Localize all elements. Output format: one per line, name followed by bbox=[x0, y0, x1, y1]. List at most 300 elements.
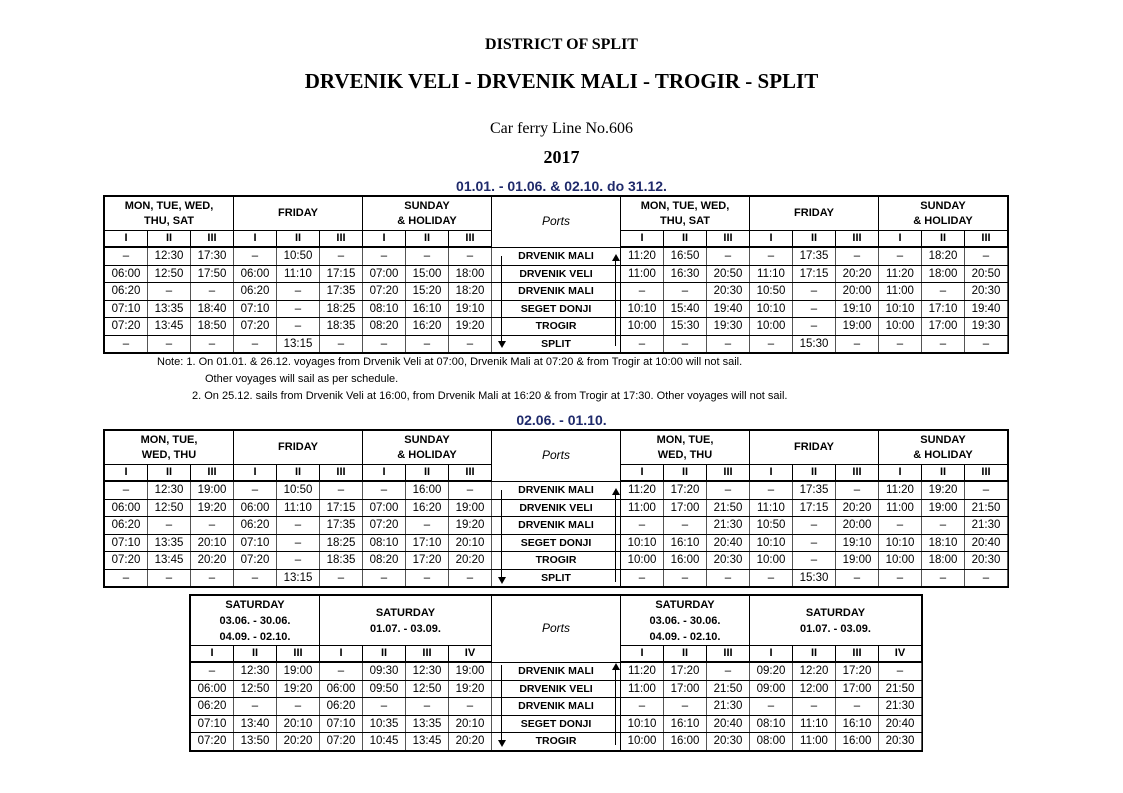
departure-time: 06:00 bbox=[320, 680, 363, 698]
departure-time: 20:10 bbox=[277, 715, 320, 733]
return-departure-time: 17:00 bbox=[922, 318, 965, 336]
return-departure-time: 10:10 bbox=[750, 300, 793, 318]
day-group-line-2: & HOLIDAY bbox=[913, 214, 973, 227]
port-name: SPLIT bbox=[492, 569, 621, 587]
return-departure-time: 11:00 bbox=[621, 265, 664, 283]
departure-time: 17:20 bbox=[406, 552, 449, 570]
port-name: DRVENIK MALI bbox=[492, 698, 621, 716]
day-group-line-1: SUNDAY bbox=[404, 199, 450, 212]
departure-time: – bbox=[105, 569, 148, 587]
return-departure-time: 17:20 bbox=[664, 662, 707, 680]
return-departure-time: 11:00 bbox=[879, 499, 922, 517]
return-departure-time: 20:50 bbox=[707, 265, 750, 283]
day-group-header bbox=[621, 431, 750, 465]
trip-number: II bbox=[277, 231, 320, 248]
trip-number: IV bbox=[449, 646, 492, 663]
departure-time: 20:20 bbox=[449, 552, 492, 570]
return-departure-time: – bbox=[965, 247, 1008, 265]
return-departure-time: – bbox=[793, 698, 836, 716]
departure-time: 17:35 bbox=[320, 283, 363, 301]
table1-table bbox=[104, 196, 1008, 353]
departure-time: 19:20 bbox=[449, 517, 492, 535]
return-departure-time: 19:10 bbox=[836, 300, 879, 318]
return-departure-time: – bbox=[879, 517, 922, 535]
saturday-header-line: SATURDAY bbox=[805, 606, 866, 619]
return-departure-time: 21:30 bbox=[707, 698, 750, 716]
trip-number: I bbox=[363, 231, 406, 248]
departure-time: 17:50 bbox=[191, 265, 234, 283]
return-departure-time: 10:10 bbox=[879, 534, 922, 552]
return-departure-time: 11:20 bbox=[621, 662, 664, 680]
departure-time: 07:20 bbox=[363, 283, 406, 301]
return-departure-time: 18:00 bbox=[922, 265, 965, 283]
saturday-header-line: 01.07. - 03.09. bbox=[370, 622, 441, 635]
departure-time: 06:00 bbox=[105, 499, 148, 517]
departure-time: – bbox=[406, 335, 449, 353]
ports-header: Ports bbox=[492, 197, 621, 248]
return-departure-time: 11:10 bbox=[793, 715, 836, 733]
departure-time: 13:45 bbox=[148, 552, 191, 570]
departure-time: – bbox=[320, 247, 363, 265]
day-group-line-2: & HOLIDAY bbox=[397, 448, 457, 461]
trip-number: III bbox=[836, 646, 879, 663]
table2-table bbox=[104, 430, 1008, 587]
schedule-row bbox=[191, 733, 922, 751]
departure-time: 16:00 bbox=[406, 481, 449, 499]
departure-time: 08:20 bbox=[363, 552, 406, 570]
return-departure-time: – bbox=[621, 517, 664, 535]
return-departure-time: 16:10 bbox=[836, 715, 879, 733]
return-departure-time: 08:10 bbox=[750, 715, 793, 733]
saturday-july-aug-header bbox=[750, 596, 922, 646]
port-name: SEGET DONJI bbox=[492, 715, 621, 733]
return-departure-time: – bbox=[879, 662, 922, 680]
return-departure-time: 10:00 bbox=[621, 733, 664, 751]
return-departure-time: – bbox=[750, 698, 793, 716]
return-departure-time: 11:00 bbox=[793, 733, 836, 751]
departure-time: – bbox=[406, 247, 449, 265]
trip-number: II bbox=[148, 231, 191, 248]
return-departure-time: 11:20 bbox=[879, 481, 922, 499]
return-departure-time: 11:00 bbox=[879, 283, 922, 301]
departure-time: 20:10 bbox=[191, 534, 234, 552]
day-group-header bbox=[234, 431, 363, 465]
saturday-header-line: SATURDAY bbox=[375, 606, 436, 619]
return-departure-time: 12:00 bbox=[793, 680, 836, 698]
day-group-line-1: MON, TUE, bbox=[656, 433, 714, 446]
return-departure-time: – bbox=[922, 517, 965, 535]
departure-time: 18:00 bbox=[449, 265, 492, 283]
notes bbox=[157, 354, 787, 405]
departure-time: 07:10 bbox=[105, 300, 148, 318]
trip-number: I bbox=[320, 646, 363, 663]
day-group-line-1: FRIDAY bbox=[794, 207, 834, 219]
departure-time: 12:30 bbox=[234, 662, 277, 680]
day-group-line-1: FRIDAY bbox=[794, 441, 834, 453]
return-departure-time: 10:10 bbox=[621, 534, 664, 552]
schedule-row bbox=[105, 534, 1008, 552]
return-departure-time: – bbox=[750, 247, 793, 265]
return-departure-time: 20:00 bbox=[836, 517, 879, 535]
departure-time: 20:10 bbox=[449, 534, 492, 552]
return-departure-time: – bbox=[707, 335, 750, 353]
return-departure-time: – bbox=[793, 517, 836, 535]
schedule-row bbox=[105, 265, 1008, 283]
day-group-line-1: MON, TUE, WED, bbox=[124, 199, 214, 212]
departure-time: 07:20 bbox=[363, 517, 406, 535]
return-departure-time: – bbox=[793, 534, 836, 552]
return-departure-time: 16:00 bbox=[664, 552, 707, 570]
departure-time: 20:20 bbox=[277, 733, 320, 751]
day-group-line-2: THU, SAT bbox=[144, 214, 194, 227]
return-departure-time: 17:15 bbox=[793, 265, 836, 283]
note-label: Note: bbox=[157, 356, 184, 368]
departure-time: 07:00 bbox=[363, 265, 406, 283]
trip-number: III bbox=[277, 646, 320, 663]
departure-time: – bbox=[449, 569, 492, 587]
departure-time: 13:45 bbox=[406, 733, 449, 751]
return-departure-time: – bbox=[965, 569, 1008, 587]
return-departure-time: 21:50 bbox=[707, 499, 750, 517]
day-group-header bbox=[105, 431, 234, 465]
return-departure-time: 21:30 bbox=[879, 698, 922, 716]
direction-down-arrow-icon bbox=[501, 665, 502, 745]
return-departure-time: – bbox=[664, 517, 707, 535]
trip-number: IV bbox=[879, 646, 922, 663]
departure-time: 08:10 bbox=[363, 534, 406, 552]
departure-time: 15:00 bbox=[406, 265, 449, 283]
day-group-header bbox=[750, 197, 879, 231]
trip-number: III bbox=[707, 465, 750, 482]
departure-time: 12:50 bbox=[148, 265, 191, 283]
departure-time: 13:50 bbox=[234, 733, 277, 751]
return-departure-time: 17:10 bbox=[922, 300, 965, 318]
year-heading: 2017 bbox=[543, 147, 580, 167]
trip-number: III bbox=[320, 231, 363, 248]
return-departure-time: 10:10 bbox=[750, 534, 793, 552]
return-departure-time: 21:50 bbox=[965, 499, 1008, 517]
departure-time: – bbox=[234, 481, 277, 499]
trip-number: I bbox=[105, 231, 148, 248]
departure-time: – bbox=[105, 247, 148, 265]
return-departure-time: 20:30 bbox=[707, 283, 750, 301]
trip-number: III bbox=[965, 231, 1008, 248]
departure-time: 07:20 bbox=[105, 552, 148, 570]
departure-time: 19:20 bbox=[191, 499, 234, 517]
departure-time: – bbox=[320, 335, 363, 353]
return-departure-time: 11:00 bbox=[621, 680, 664, 698]
departure-time: 16:20 bbox=[406, 318, 449, 336]
departure-time: 08:10 bbox=[363, 300, 406, 318]
departure-time: 10:50 bbox=[277, 481, 320, 499]
schedule-row bbox=[105, 569, 1008, 587]
return-departure-time: 15:30 bbox=[793, 569, 836, 587]
saturday-june-sept-header bbox=[191, 596, 320, 646]
return-departure-time: 17:00 bbox=[664, 680, 707, 698]
trip-number: II bbox=[664, 231, 707, 248]
departure-time: 13:15 bbox=[277, 335, 320, 353]
return-departure-time: 09:20 bbox=[750, 662, 793, 680]
departure-time: – bbox=[277, 283, 320, 301]
departure-time: 18:35 bbox=[320, 552, 363, 570]
departure-time: – bbox=[277, 517, 320, 535]
departure-time: – bbox=[148, 569, 191, 587]
departure-time: 19:00 bbox=[191, 481, 234, 499]
saturday-header-line: 04.09. - 02.10. bbox=[649, 630, 721, 643]
trip-number: II bbox=[406, 465, 449, 482]
trip-number: I bbox=[234, 465, 277, 482]
port-name: DRVENIK MALI bbox=[492, 481, 621, 499]
trip-number: II bbox=[363, 646, 406, 663]
return-departure-time: – bbox=[621, 698, 664, 716]
return-departure-time: 10:10 bbox=[621, 300, 664, 318]
note-2: 2. On 25.12. sails from Drvenik Veli at 16:00, from Drvenik Mali at 16:20 & from Trogir at 17:30. Other voyages will not sail. bbox=[192, 390, 788, 402]
return-departure-time: – bbox=[664, 335, 707, 353]
route-title: DRVENIK VELI - DRVENIK MALI - TROGIR - SPLIT bbox=[304, 69, 819, 93]
trip-number: III bbox=[707, 646, 750, 663]
port-name: DRVENIK VELI bbox=[492, 499, 621, 517]
trip-number: III bbox=[191, 231, 234, 248]
return-departure-time: 20:40 bbox=[965, 534, 1008, 552]
departure-time: 08:20 bbox=[363, 318, 406, 336]
return-departure-time: – bbox=[750, 569, 793, 587]
trip-number: I bbox=[621, 231, 664, 248]
departure-time: 17:30 bbox=[191, 247, 234, 265]
departure-time: 07:20 bbox=[105, 318, 148, 336]
departure-time: 19:20 bbox=[449, 318, 492, 336]
day-group-header bbox=[363, 197, 492, 231]
note-1-text: 1. On 01.01. & 26.12. voyages from Drvenik Veli at 07:00, Drvenik Mali at 07:20 & from Trogir at 10:00 will not sail. bbox=[186, 356, 743, 368]
departure-time: – bbox=[320, 662, 363, 680]
day-group-line-1: FRIDAY bbox=[278, 207, 318, 219]
trip-number: III bbox=[836, 465, 879, 482]
port-name: TROGIR bbox=[492, 733, 621, 751]
departure-time: 06:00 bbox=[105, 265, 148, 283]
return-departure-time: – bbox=[621, 335, 664, 353]
departure-time: 17:15 bbox=[320, 265, 363, 283]
return-departure-time: 09:00 bbox=[750, 680, 793, 698]
return-departure-time: 21:50 bbox=[879, 680, 922, 698]
departure-time: – bbox=[449, 481, 492, 499]
departure-time: 20:10 bbox=[449, 715, 492, 733]
departure-time: 16:10 bbox=[406, 300, 449, 318]
departure-time: 12:50 bbox=[148, 499, 191, 517]
return-departure-time: – bbox=[750, 335, 793, 353]
direction-up-arrow-icon bbox=[615, 490, 616, 582]
departure-time: 18:40 bbox=[191, 300, 234, 318]
departure-time: – bbox=[105, 481, 148, 499]
departure-time: – bbox=[191, 569, 234, 587]
return-departure-time: 21:30 bbox=[707, 517, 750, 535]
departure-time: – bbox=[363, 247, 406, 265]
departure-time: – bbox=[277, 318, 320, 336]
saturday-table bbox=[190, 595, 922, 751]
departure-time: 06:20 bbox=[234, 517, 277, 535]
return-departure-time: 17:00 bbox=[836, 680, 879, 698]
return-departure-time: – bbox=[707, 481, 750, 499]
return-departure-time: 17:35 bbox=[793, 481, 836, 499]
return-departure-time: 20:20 bbox=[836, 499, 879, 517]
line-number: Car ferry Line No.606 bbox=[489, 120, 634, 137]
return-departure-time: – bbox=[965, 335, 1008, 353]
return-departure-time: 19:40 bbox=[707, 300, 750, 318]
return-departure-time: – bbox=[879, 247, 922, 265]
return-departure-time: 16:10 bbox=[664, 715, 707, 733]
departure-time: – bbox=[191, 517, 234, 535]
schedule-row bbox=[105, 335, 1008, 353]
trip-number: I bbox=[750, 231, 793, 248]
return-departure-time: 19:00 bbox=[836, 552, 879, 570]
return-departure-time: – bbox=[707, 247, 750, 265]
return-departure-time: 20:00 bbox=[836, 283, 879, 301]
departure-time: 18:25 bbox=[320, 534, 363, 552]
departure-time: 10:35 bbox=[363, 715, 406, 733]
return-departure-time: – bbox=[879, 335, 922, 353]
trip-number: II bbox=[664, 465, 707, 482]
return-departure-time: 19:30 bbox=[707, 318, 750, 336]
trip-number: I bbox=[234, 231, 277, 248]
trip-number: I bbox=[105, 465, 148, 482]
departure-time: 15:20 bbox=[406, 283, 449, 301]
return-departure-time: – bbox=[664, 698, 707, 716]
return-departure-time: 10:00 bbox=[621, 318, 664, 336]
day-group-header bbox=[879, 431, 1008, 465]
departure-time: 06:20 bbox=[234, 283, 277, 301]
return-departure-time: 17:20 bbox=[836, 662, 879, 680]
trip-number: II bbox=[922, 231, 965, 248]
schedule-row bbox=[105, 283, 1008, 301]
trip-number: III bbox=[965, 465, 1008, 482]
return-departure-time: – bbox=[922, 569, 965, 587]
port-name: TROGIR bbox=[492, 552, 621, 570]
return-departure-time: – bbox=[922, 283, 965, 301]
return-departure-time: 20:30 bbox=[707, 552, 750, 570]
departure-time: – bbox=[406, 517, 449, 535]
departure-time: 19:00 bbox=[277, 662, 320, 680]
return-departure-time: 11:20 bbox=[621, 481, 664, 499]
schedule-row bbox=[105, 318, 1008, 336]
return-departure-time: 17:00 bbox=[664, 499, 707, 517]
departure-time: 11:10 bbox=[277, 499, 320, 517]
departure-time: 07:10 bbox=[320, 715, 363, 733]
departure-time: – bbox=[234, 569, 277, 587]
return-departure-time: – bbox=[621, 569, 664, 587]
departure-time: 18:35 bbox=[320, 318, 363, 336]
return-departure-time: 19:40 bbox=[965, 300, 1008, 318]
return-departure-time: 10:50 bbox=[750, 517, 793, 535]
schedule-row bbox=[105, 300, 1008, 318]
departure-time: 07:00 bbox=[363, 499, 406, 517]
schedule-row bbox=[105, 552, 1008, 570]
trip-number: I bbox=[621, 465, 664, 482]
trip-number: I bbox=[879, 231, 922, 248]
departure-time: 19:00 bbox=[449, 499, 492, 517]
departure-time: – bbox=[363, 569, 406, 587]
day-group-line-1: FRIDAY bbox=[278, 441, 318, 453]
return-departure-time: 20:30 bbox=[965, 283, 1008, 301]
saturday-header-line: SATURDAY bbox=[225, 598, 285, 611]
return-departure-time: 10:10 bbox=[621, 715, 664, 733]
schedule-row bbox=[191, 715, 922, 733]
day-group-header bbox=[363, 431, 492, 465]
departure-time: 07:20 bbox=[234, 318, 277, 336]
return-departure-time: 21:50 bbox=[707, 680, 750, 698]
departure-time: – bbox=[320, 569, 363, 587]
return-departure-time: 11:20 bbox=[879, 265, 922, 283]
departure-time: 06:20 bbox=[105, 283, 148, 301]
return-departure-time: 15:30 bbox=[664, 318, 707, 336]
departure-time: 13:15 bbox=[277, 569, 320, 587]
departure-time: 10:50 bbox=[277, 247, 320, 265]
departure-time: 18:20 bbox=[449, 283, 492, 301]
return-departure-time: 16:50 bbox=[664, 247, 707, 265]
departure-time: – bbox=[449, 335, 492, 353]
saturday-header-line: 04.09. - 02.10. bbox=[219, 630, 291, 643]
period-heading-2: 02.06. - 01.10. bbox=[516, 412, 607, 428]
return-departure-time: – bbox=[922, 335, 965, 353]
port-name: DRVENIK MALI bbox=[492, 283, 621, 301]
departure-time: 18:50 bbox=[191, 318, 234, 336]
group-header-row bbox=[105, 431, 1008, 465]
departure-time: 07:20 bbox=[191, 733, 234, 751]
day-group-line-2: & HOLIDAY bbox=[913, 448, 973, 461]
return-departure-time: – bbox=[793, 318, 836, 336]
trip-number: II bbox=[148, 465, 191, 482]
departure-time: – bbox=[406, 569, 449, 587]
departure-time: – bbox=[363, 335, 406, 353]
return-departure-time: 10:00 bbox=[750, 552, 793, 570]
departure-time: 07:20 bbox=[320, 733, 363, 751]
schedule-row bbox=[105, 499, 1008, 517]
return-departure-time: – bbox=[836, 247, 879, 265]
return-departure-time: 20:40 bbox=[879, 715, 922, 733]
day-group-header bbox=[879, 197, 1008, 231]
departure-time: 06:20 bbox=[105, 517, 148, 535]
return-departure-time: 10:00 bbox=[879, 318, 922, 336]
return-departure-time: 19:30 bbox=[965, 318, 1008, 336]
departure-time: – bbox=[148, 517, 191, 535]
day-group-line-2: WED, THU bbox=[141, 448, 197, 461]
saturday-june-sept-header bbox=[621, 596, 750, 646]
port-name: TROGIR bbox=[492, 318, 621, 336]
departure-time: 07:10 bbox=[191, 715, 234, 733]
departure-time: 13:45 bbox=[148, 318, 191, 336]
departure-time: – bbox=[449, 698, 492, 716]
trip-number: III bbox=[406, 646, 449, 663]
trip-number: III bbox=[449, 231, 492, 248]
departure-time: – bbox=[234, 247, 277, 265]
day-group-line-2: THU, SAT bbox=[660, 214, 710, 227]
departure-time: 06:00 bbox=[234, 265, 277, 283]
return-departure-time: 20:30 bbox=[707, 733, 750, 751]
return-departure-time: 16:00 bbox=[664, 733, 707, 751]
return-departure-time: 18:20 bbox=[922, 247, 965, 265]
trip-number: II bbox=[406, 231, 449, 248]
port-name: DRVENIK VELI bbox=[492, 265, 621, 283]
return-departure-time: – bbox=[750, 481, 793, 499]
departure-time: 09:30 bbox=[363, 662, 406, 680]
trip-number: I bbox=[750, 646, 793, 663]
schedule-row bbox=[191, 680, 922, 698]
return-departure-time: 20:40 bbox=[707, 715, 750, 733]
return-departure-time: 16:10 bbox=[664, 534, 707, 552]
schedule-row bbox=[105, 481, 1008, 499]
return-departure-time: – bbox=[664, 283, 707, 301]
return-departure-time: 12:20 bbox=[793, 662, 836, 680]
return-departure-time: 20:20 bbox=[836, 265, 879, 283]
return-departure-time: 20:50 bbox=[965, 265, 1008, 283]
return-departure-time: 16:30 bbox=[664, 265, 707, 283]
